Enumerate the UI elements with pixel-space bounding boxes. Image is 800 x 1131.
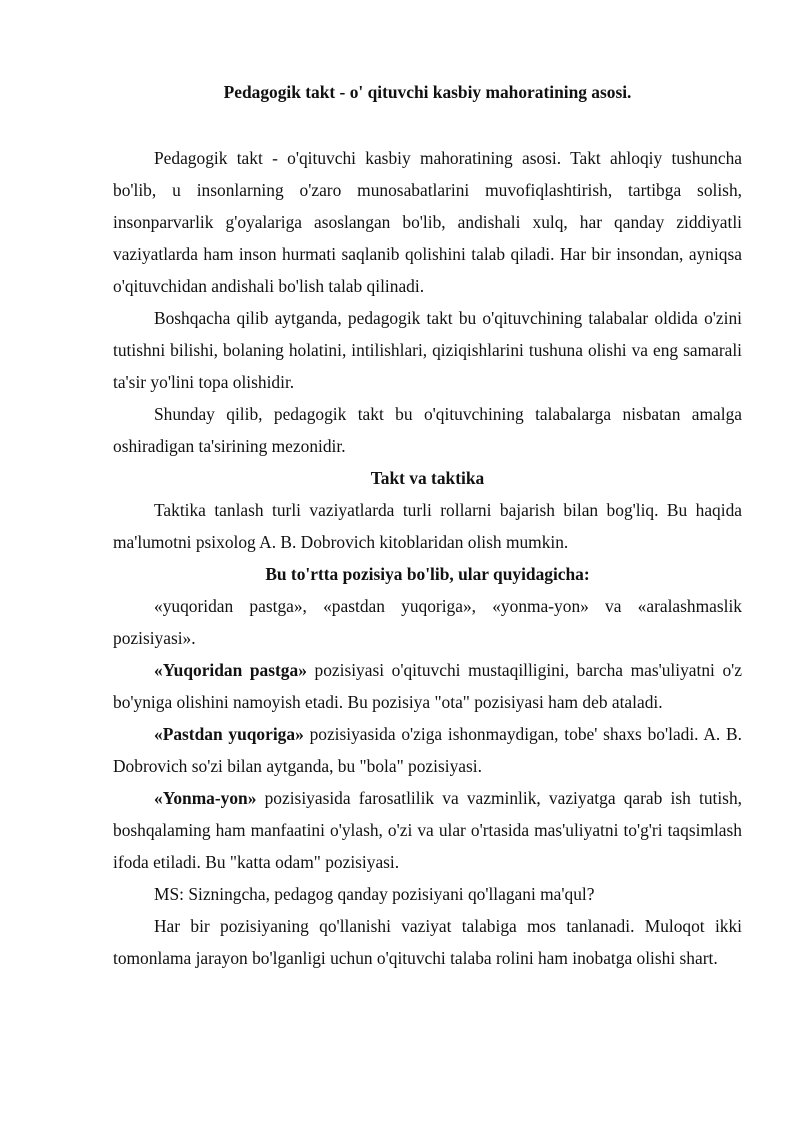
paragraph-bottom-up: [113, 718, 742, 782]
term-bottom-up: «Pastdan yuqoriga»: [154, 724, 304, 744]
paragraph-position-list: «yuqoridan pastga», «pastdan yuqoriga», «yonma-yon» va «aralashmaslik pozisiyasi».: [113, 596, 742, 648]
text-side-by-side: pozisiyasida farosatlilik va vazminlik, vaziyatga qarab ish tutish, boshqalaming ham manfaatini o'ylash, o'zi va ular o'rtasida mas'uliyatni to'g'ri taqsimlash ifoda etiladi. Bu "katta odam" pozisiyasi.: [113, 788, 742, 872]
term-side-by-side: «Yonma-yon»: [154, 788, 257, 808]
paragraph-in-other-words: Boshqacha qilib aytganda, pedagogik takt bu o'qituvchining talabalar oldida o'zini tutishni bilishi, bolaning holatini, intilishlari, qiziqishlarini tushuna olishi va eng samarali ta'sir yo'lini topa olishidir.: [113, 308, 742, 392]
section-heading-positions: Bu to'rtta pozisiya bo'lib, ular quyidagicha:: [265, 564, 590, 584]
text-bottom-up: pozisiyasida o'ziga ishonmaydigan, tobe' shaxs bo'ladi. A. B. Dobrovich so'zi bilan aytganda, bu "bola" pozisiyasi.: [113, 724, 742, 776]
document-page: [113, 70, 742, 974]
paragraph-conclusion: Shunday qilib, pedagogik takt bu o'qituvchining talabalarga nisbatan amalga oshiradigan ta'sirining mezonidir.: [113, 404, 742, 456]
paragraph-question: MS: Sizningcha, pedagog qanday pozisiyani qo'llagani ma'qul?: [154, 884, 595, 904]
paragraph-taktika: Taktika tanlash turli vaziyatlarda turli rollarni bajarish bilan bog'liq. Bu haqida ma'lumotni psixolog A. B. Dobrovich kitoblaridan olish mumkin.: [113, 500, 742, 552]
term-top-down: «Yuqoridan pastga»: [154, 660, 307, 680]
text-top-down: pozisiyasi o'qituvchi mustaqilligini, barcha mas'uliyatni o'z bo'yniga olishini namoyish etadi. Bu pozisiya "ota" pozisiyasi ham deb ataladi.: [113, 660, 742, 712]
paragraph-final: Har bir pozisiyaning qo'llanishi vaziyat talabiga mos tanlanadi. Muloqot ikki tomonlama jarayon bo'lganligi uchun o'qituvchi talaba rolini ham inobatga olishi shart.: [113, 916, 742, 968]
paragraph-top-down: [113, 654, 742, 718]
section-heading-takt: Takt va taktika: [370, 468, 485, 488]
document-title: Pedagogik takt - o' qituvchi kasbiy mahoratining asosi.: [223, 82, 632, 102]
paragraph-definition: Pedagogik takt - o'qituvchi kasbiy mahoratining asosi. Takt ahloqiy tushuncha bo'lib, u insonlarning o'zaro munosabatlarini muvofiqlashtirish, tartibga solish, insonparvarlik g'oyalariga asoslangan bo'lib, andishali xulq, har qanday ziddiyatli vaziyatlarda ham inson hurmati saqlanib qolishini talab qiladi. Har bir insondan, ayniqsa o'qituvchidan andishali bo'lish talab qilinadi.: [113, 148, 742, 296]
paragraph-side-by-side: [113, 782, 742, 878]
